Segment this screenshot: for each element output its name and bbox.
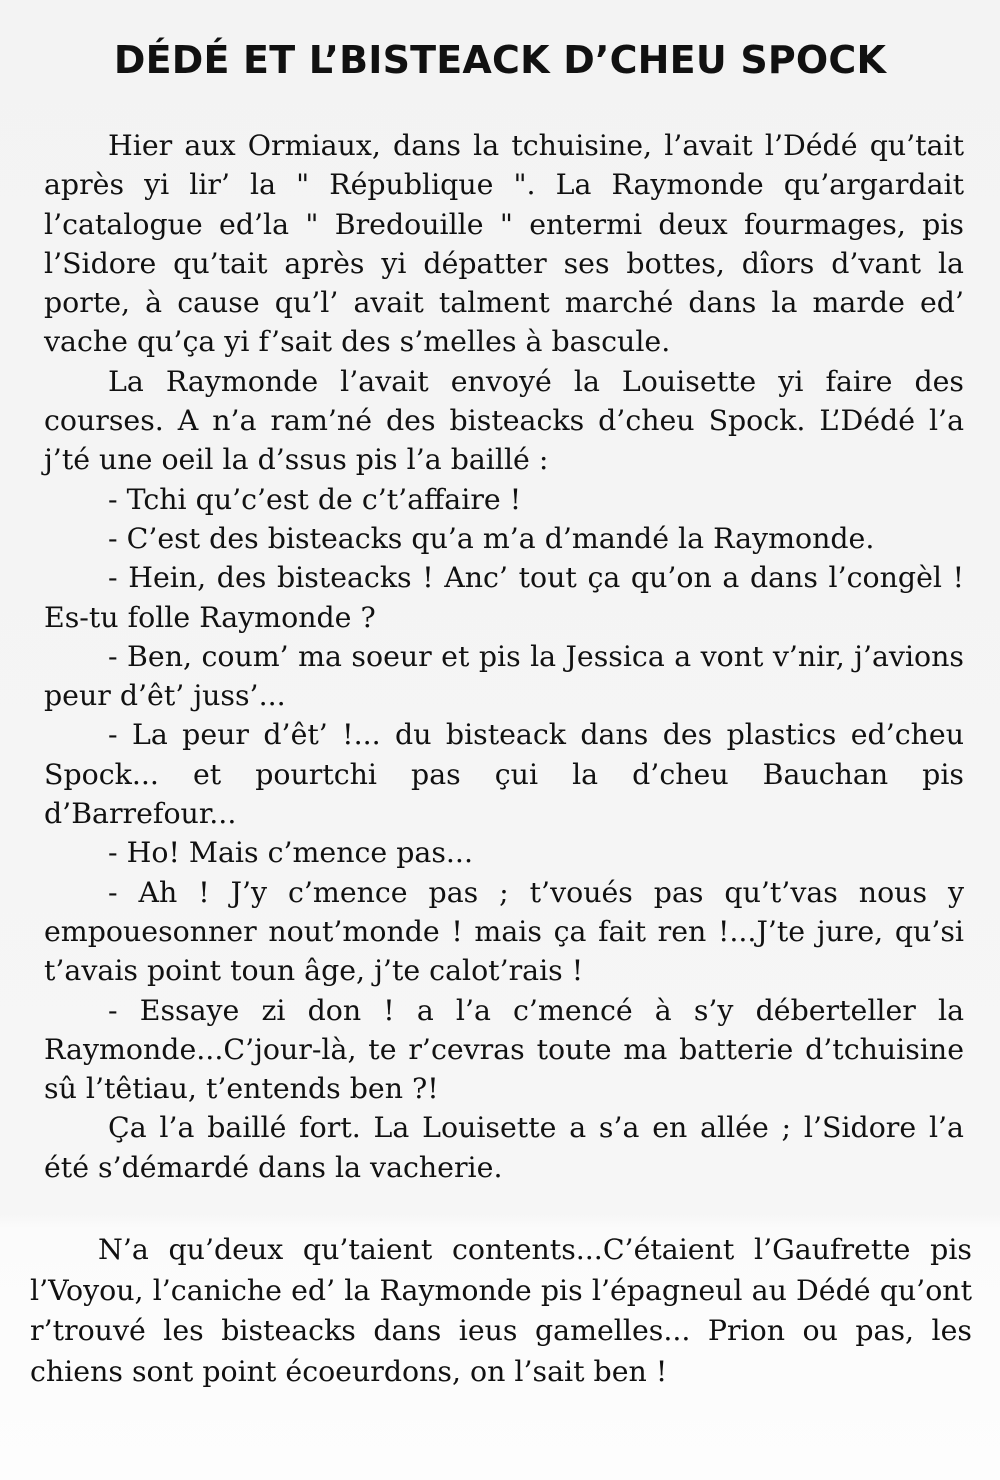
- story-body: [44, 126, 964, 1187]
- paragraph-intro: Hier aux Ormiaux, dans la tchuisine, l’avait l’Dédé qu’tait après yi lir’ la " République ". La Raymonde qu’argardait l’catalogue ed’la " Bredouille " entermi deux fourmages, pis l’Sidore qu’tait après yi dépatter ses bottes, dîors d’vant la porte, à cause qu’l’ avait talment marché dans la marde ed’ vache qu’ça yi f’sait des s’melles à bascule.: [44, 129, 964, 359]
- dialogue-line: - Ah ! J’y c’mence pas ; t’voués pas qu’t’vas nous y empouesonner nout’monde ! mais ça fait ren !...J’te jure, qu’si t’avais point toun âge, j’te calot’rais !: [44, 875, 964, 988]
- story-title: DÉDÉ ET L’BISTEACK D’CHEU SPOCK: [113, 38, 887, 82]
- dialogue-line: - Essaye zi don ! a l’a c’mencé à s’y déberteller la Raymonde...C’jour-là, te r’cevras toute ma batterie d’tchuisine sû l’têtiau, t’entends ben ?!: [44, 993, 964, 1106]
- dialogue-line: - Tchi qu’c’est de c’t’affaire !: [108, 482, 522, 516]
- dialogue-line: - C’est des bisteacks qu’a m’a d’mandé la Raymonde.: [108, 521, 875, 555]
- dialogue-line: - Hein, des bisteacks ! Anc’ tout ça qu’on a dans l’congèl ! Es-tu folle Raymonde ?: [44, 561, 964, 634]
- closing-section: [30, 1230, 972, 1392]
- dialogue-line: - La peur d’êt’ !... du bisteack dans des plastics ed’cheu Spock... et pourtchi pas çui la d’cheu Bauchan pis d’Barrefour...: [44, 718, 964, 831]
- dialogue-line: - Ben, coum’ ma soeur et pis la Jessica a vont v’nir, j’avions peur d’êt’ juss’...: [44, 639, 964, 713]
- paragraph-courses: La Raymonde l’avait envoyé la Louisette yi faire des courses. A n’a ram’né des bisteacks d’cheu Spock. L’Dédé l’a j’té une oeil la d’ssus pis l’a baillé :: [44, 364, 964, 477]
- dialogue-line: - Ho! Mais c’mence pas...: [108, 836, 473, 870]
- closing-paragraph: N’a qu’deux qu’taient contents...C’étaient l’Gaufrette pis l’Voyou, l’caniche ed’ la Raymonde pis l’épagneul au Dédé qu’ont r’trouvé les bisteacks dans ieus gamelles... Prion ou pas, les chiens sont point écoeurdons, on l’sait ben !: [30, 1233, 972, 1388]
- paragraph-ending: Ça l’a baillé fort. La Louisette a s’a en allée ; l’Sidore l’a été s’démardé dans la vacherie.: [44, 1111, 964, 1184]
